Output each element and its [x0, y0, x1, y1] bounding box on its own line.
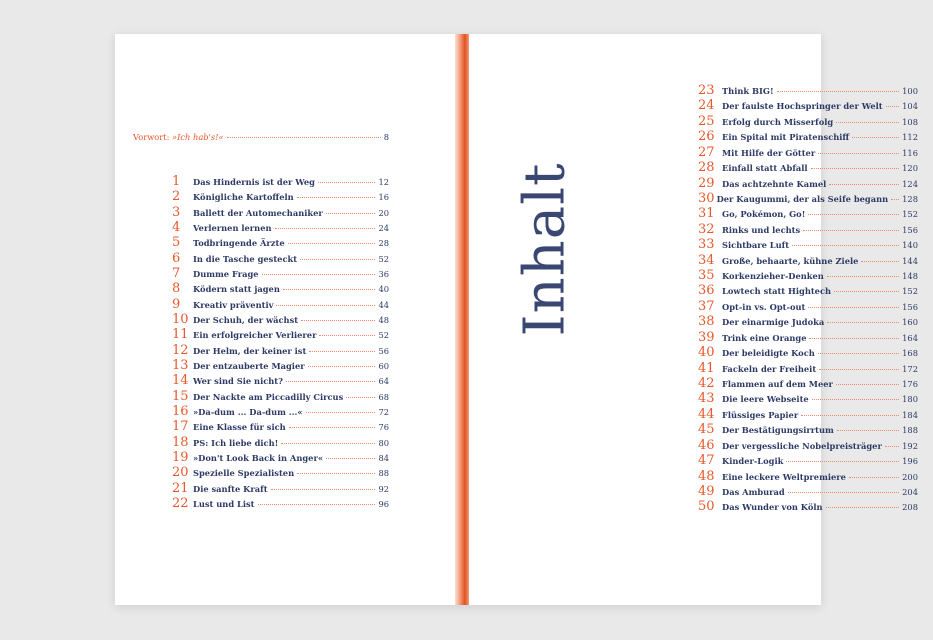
leader-dots	[827, 322, 899, 323]
toc-entry	[698, 408, 918, 422]
leader-dots	[885, 446, 899, 447]
toc-entry	[698, 284, 918, 298]
left-page	[115, 34, 460, 605]
page-number: 200	[902, 471, 918, 482]
chapter-number: 29	[698, 175, 715, 191]
chapter-title: Ein Spital mit Piratenschiff	[722, 132, 850, 143]
leader-dots	[812, 399, 899, 400]
leader-dots	[309, 351, 375, 352]
chapter-number: 41	[698, 360, 715, 376]
leader-dots	[283, 289, 376, 290]
chapter-number: 15	[172, 388, 189, 404]
page-number: 88	[378, 468, 389, 479]
chapter-number: 6	[172, 250, 181, 266]
chapter-number: 46	[698, 437, 715, 453]
chapter-number: 24	[698, 98, 715, 114]
chapter-number: 17	[172, 419, 189, 435]
page-number: 96	[378, 498, 389, 509]
page-number: 48	[378, 314, 389, 325]
page-number: 36	[378, 268, 389, 279]
chapter-title: Lust und List	[193, 498, 255, 509]
toc-entry	[172, 405, 389, 419]
page-number: 76	[378, 422, 389, 433]
leader-dots	[818, 353, 899, 354]
toc-entry	[172, 359, 389, 373]
vorwort-prefix: Vorwort:	[133, 132, 173, 142]
leader-dots	[319, 335, 375, 336]
chapter-number: 18	[172, 434, 189, 450]
chapter-title: Der vergessliche Nobelpreisträger	[722, 440, 882, 451]
toc-entry	[172, 344, 389, 358]
toc-entry	[698, 146, 918, 160]
page-number: 92	[378, 483, 389, 494]
toc-entry	[698, 331, 918, 345]
chapter-title: »Don't Look Back in Anger«	[193, 452, 324, 463]
page-number: 100	[902, 86, 918, 96]
page-number: 152	[902, 209, 918, 220]
chapter-number: 35	[698, 268, 715, 284]
chapter-number: 12	[172, 342, 189, 358]
vorwort-page-number: 8	[383, 132, 389, 142]
chapter-number: 47	[698, 453, 715, 469]
chapter-title: Der Nackte am Piccadilly Circus	[193, 391, 344, 402]
toc-entry	[698, 454, 918, 468]
chapter-number: 39	[698, 329, 715, 345]
toc-entry	[172, 313, 389, 327]
toc-entry	[698, 500, 918, 514]
leader-dots	[819, 369, 899, 370]
page-number: 208	[902, 502, 918, 513]
toc-entry	[698, 485, 918, 499]
chapter-title: Das Hindernis ist der Weg	[193, 177, 315, 187]
chapter-number: 7	[172, 265, 181, 281]
chapter-number: 4	[172, 219, 181, 235]
chapter-number: 33	[698, 237, 715, 253]
leader-dots	[788, 492, 899, 493]
chapter-title: Eine Klasse für sich	[193, 422, 286, 433]
chapter-number: 5	[172, 235, 181, 251]
page-number: 68	[378, 391, 389, 402]
leader-dots	[861, 261, 899, 262]
chapter-number: 20	[172, 465, 189, 481]
toc-entry	[172, 328, 389, 342]
page-number: 176	[902, 378, 918, 389]
chapter-title: Sichtbare Luft	[722, 240, 790, 251]
toc-entry	[698, 238, 918, 252]
leader-dots	[803, 230, 899, 231]
page-number: 160	[902, 317, 918, 328]
page-number: 120	[902, 163, 918, 174]
chapter-title: Erfolg durch Misserfolg	[722, 116, 834, 127]
toc-entry	[698, 254, 918, 268]
toc-entry	[698, 223, 918, 237]
chapter-title: Der entzauberte Magier	[193, 360, 305, 371]
chapter-number: 30	[698, 190, 715, 206]
page-number: 148	[902, 271, 918, 282]
book-spine	[455, 34, 469, 605]
leader-dots	[346, 397, 375, 398]
chapter-title: Der einarmige Judoka	[722, 317, 825, 328]
chapter-title: Kreativ präventiv	[193, 299, 274, 310]
page-number: 192	[902, 440, 918, 451]
chapter-title: Die sanfte Kraft	[193, 483, 268, 494]
chapter-number: 43	[698, 391, 715, 407]
leader-dots	[227, 137, 381, 138]
toc-entry	[698, 362, 918, 376]
chapter-number: 14	[172, 373, 189, 389]
chapter-number: 32	[698, 221, 715, 237]
chapter-title: Der Schuh, der wächst	[193, 314, 299, 325]
toc-entry	[698, 315, 918, 329]
toc-entry	[172, 420, 389, 434]
leader-dots	[827, 276, 899, 277]
chapter-title: Go, Pokémon, Go!	[722, 209, 806, 220]
leader-dots	[326, 213, 376, 214]
chapter-number: 23	[698, 83, 715, 98]
leader-dots	[275, 228, 376, 229]
leader-dots	[318, 182, 375, 183]
chapter-title: Flammen auf dem Meer	[722, 378, 833, 389]
leader-dots	[818, 153, 899, 154]
chapter-number: 40	[698, 345, 715, 361]
leader-dots	[849, 477, 899, 478]
chapter-number: 28	[698, 160, 715, 176]
leader-dots	[808, 307, 899, 308]
toc-entry	[172, 236, 389, 250]
page-number: 16	[378, 192, 389, 203]
chapter-title: PS: Ich liebe dich!	[193, 437, 279, 448]
chapter-title: Der Kaugummi, der als Seife begann	[716, 193, 889, 204]
chapter-title: Flüssiges Papier	[722, 409, 799, 420]
leader-dots	[281, 443, 375, 444]
page-number: 112	[902, 132, 918, 143]
page-number: 124	[902, 178, 918, 189]
chapter-title: Think BIG!	[722, 86, 774, 96]
page-number: 140	[902, 240, 918, 251]
chapter-number: 26	[698, 129, 715, 145]
leader-dots	[300, 259, 375, 260]
page-number: 72	[378, 406, 389, 417]
leader-dots	[852, 137, 899, 138]
chapter-title: Fackeln der Freiheit	[722, 363, 817, 374]
page-number: 60	[378, 360, 389, 371]
chapter-title: Wer sind Sie nicht?	[193, 376, 283, 387]
leader-dots	[891, 199, 899, 200]
chapter-title: Kinder-Logik	[722, 456, 784, 467]
chapter-number: 45	[698, 422, 715, 438]
chapter-title: Das Wunder von Köln	[722, 502, 823, 513]
chapter-title: Rinks und lechts	[722, 224, 801, 235]
toc-entry	[172, 497, 389, 511]
chapter-title: Ködern statt jagen	[193, 284, 280, 295]
chapter-title: Das Amburad	[722, 486, 785, 497]
page-number: 12	[378, 177, 389, 187]
page-number: 180	[902, 394, 918, 405]
chapter-number: 36	[698, 283, 715, 299]
toc-entry	[698, 346, 918, 360]
chapter-number: 21	[172, 480, 189, 496]
page-number: 56	[378, 345, 389, 356]
toc-heading	[500, 161, 590, 337]
page-number: 28	[378, 238, 389, 249]
chapter-title: Der Bestätigungsirrtum	[722, 425, 834, 436]
chapter-number: 22	[172, 495, 189, 511]
page-number: 116	[902, 147, 918, 158]
leader-dots	[837, 430, 899, 431]
toc-entry	[172, 190, 389, 204]
toc-entry	[698, 161, 918, 175]
toc-entry	[698, 377, 918, 391]
leader-dots	[826, 507, 900, 508]
leader-dots	[288, 243, 376, 244]
page-number: 52	[378, 253, 389, 264]
chapter-title: In die Tasche gesteckt	[193, 253, 298, 264]
vorwort-entry	[133, 132, 389, 142]
chapter-number: 37	[698, 298, 715, 314]
toc-entry	[172, 175, 389, 189]
page-number: 40	[378, 284, 389, 295]
toc-entry	[698, 177, 918, 191]
chapter-title: Das achtzehnte Kamel	[722, 178, 827, 189]
chapter-number: 3	[172, 204, 181, 220]
toc-entry	[698, 84, 918, 98]
leader-dots	[301, 320, 375, 321]
page-number: 20	[378, 207, 389, 218]
chapter-title: Verlernen lernen	[193, 222, 272, 233]
toc-entry	[172, 267, 389, 281]
page-number: 188	[902, 425, 918, 436]
chapter-title: Die leere Webseite	[722, 394, 809, 405]
leader-dots	[297, 473, 375, 474]
toc-entry	[698, 269, 918, 283]
chapter-number: 49	[698, 483, 715, 499]
toc-entry	[172, 374, 389, 388]
page-number: 156	[902, 301, 918, 312]
chapter-number: 38	[698, 314, 715, 330]
leader-dots	[258, 504, 376, 505]
toc-entry	[172, 221, 389, 235]
page-number: 84	[378, 452, 389, 463]
page-number: 204	[902, 486, 918, 497]
leader-dots	[834, 291, 899, 292]
toc-entry	[698, 115, 918, 129]
chapter-number: 44	[698, 406, 715, 422]
chapter-title: Trink eine Orange	[722, 332, 807, 343]
chapter-title: »Da-dum ... Da-dum ...«	[193, 406, 303, 417]
chapter-number: 13	[172, 357, 189, 373]
page-number: 196	[902, 456, 918, 467]
leader-dots	[811, 168, 900, 169]
leader-dots	[271, 489, 376, 490]
leader-dots	[289, 427, 376, 428]
chapter-number: 50	[698, 499, 715, 515]
book-spread	[115, 34, 918, 605]
page-number: 156	[902, 224, 918, 235]
chapter-title: Ballett der Automechaniker	[193, 207, 323, 218]
page-number: 104	[902, 101, 918, 112]
chapter-title: Lowtech statt Hightech	[722, 286, 832, 297]
chapter-title: Dumme Frage	[193, 268, 259, 279]
chapter-number: 48	[698, 468, 715, 484]
toc-entry	[172, 482, 389, 496]
page-number: 152	[902, 286, 918, 297]
page-number: 164	[902, 332, 918, 343]
right-page	[470, 34, 918, 605]
chapter-number: 31	[698, 206, 715, 222]
leader-dots	[886, 106, 900, 107]
chapter-number: 10	[172, 311, 189, 327]
leader-dots	[777, 91, 900, 92]
chapter-title: Einfall statt Abfall	[722, 163, 808, 174]
chapter-title: Große, behaarte, kühne Ziele	[722, 255, 859, 266]
chapter-title: Der faulste Hochspringer der Welt	[722, 101, 883, 112]
chapter-number: 42	[698, 375, 715, 391]
leader-dots	[801, 415, 899, 416]
leader-dots	[836, 384, 899, 385]
toc-entry	[172, 206, 389, 220]
page-number: 144	[902, 255, 918, 266]
leader-dots	[308, 366, 376, 367]
leader-dots	[792, 245, 899, 246]
leader-dots	[326, 458, 375, 459]
chapter-title: Der beleidigte Koch	[722, 348, 815, 359]
toc-entry	[698, 130, 918, 144]
chapter-title: Spezielle Spezialisten	[193, 468, 295, 479]
leader-dots	[286, 381, 375, 382]
page-number: 52	[378, 330, 389, 341]
vorwort-title: »Ich hab's!«	[172, 132, 224, 142]
page-number: 168	[902, 348, 918, 359]
toc-entry	[698, 192, 918, 206]
toc-entry	[698, 300, 918, 314]
page-number: 108	[902, 116, 918, 127]
chapter-number: 16	[172, 403, 189, 419]
page-number: 184	[902, 409, 918, 420]
chapter-number: 9	[172, 296, 181, 312]
leader-dots	[836, 122, 899, 123]
vorwort-label	[133, 132, 224, 142]
toc-entry	[172, 252, 389, 266]
chapter-title: Mit Hilfe der Götter	[722, 147, 816, 158]
chapter-number: 2	[172, 189, 181, 205]
leader-dots	[829, 184, 899, 185]
chapter-number: 11	[172, 327, 189, 343]
chapter-number: 34	[698, 252, 715, 268]
leader-dots	[297, 197, 376, 198]
leader-dots	[262, 274, 376, 275]
leader-dots	[306, 412, 376, 413]
chapter-number: 8	[172, 281, 181, 297]
toc-entry	[698, 99, 918, 113]
chapter-title: Der Helm, der keiner ist	[193, 345, 307, 356]
page-number: 80	[378, 437, 389, 448]
chapter-number: 19	[172, 449, 189, 465]
toc-entry	[698, 207, 918, 221]
toc-entry	[172, 390, 389, 404]
chapter-number: 27	[698, 144, 715, 160]
toc-entry	[172, 282, 389, 296]
chapter-title: Todbringende Ärzte	[193, 238, 285, 249]
page-number: 44	[378, 299, 389, 310]
page-number: 172	[902, 363, 918, 374]
chapter-title: Eine leckere Weltpremiere	[722, 471, 846, 482]
chapter-title: Königliche Kartoffeln	[193, 192, 294, 203]
leader-dots	[809, 338, 899, 339]
chapter-title: Ein erfolgreicher Verlierer	[193, 330, 317, 341]
toc-entry	[172, 451, 389, 465]
toc-entry	[172, 466, 389, 480]
toc-heading-text: Inhalt	[512, 161, 578, 337]
chapter-title: Korkenzieher-Denken	[722, 271, 824, 282]
leader-dots	[276, 305, 375, 306]
leader-dots	[808, 214, 899, 215]
page-number: 64	[378, 376, 389, 387]
leader-dots	[786, 461, 899, 462]
toc-entry	[172, 436, 389, 450]
chapter-number: 25	[698, 113, 715, 129]
toc-entry	[698, 392, 918, 406]
page-number: 24	[378, 222, 389, 233]
chapter-number: 1	[172, 174, 181, 189]
toc-entry	[172, 298, 389, 312]
toc-entry	[698, 439, 918, 453]
page-number: 128	[902, 193, 918, 204]
toc-entry	[698, 423, 918, 437]
toc-entry	[698, 470, 918, 484]
chapter-title: Opt-in vs. Opt-out	[722, 301, 806, 312]
